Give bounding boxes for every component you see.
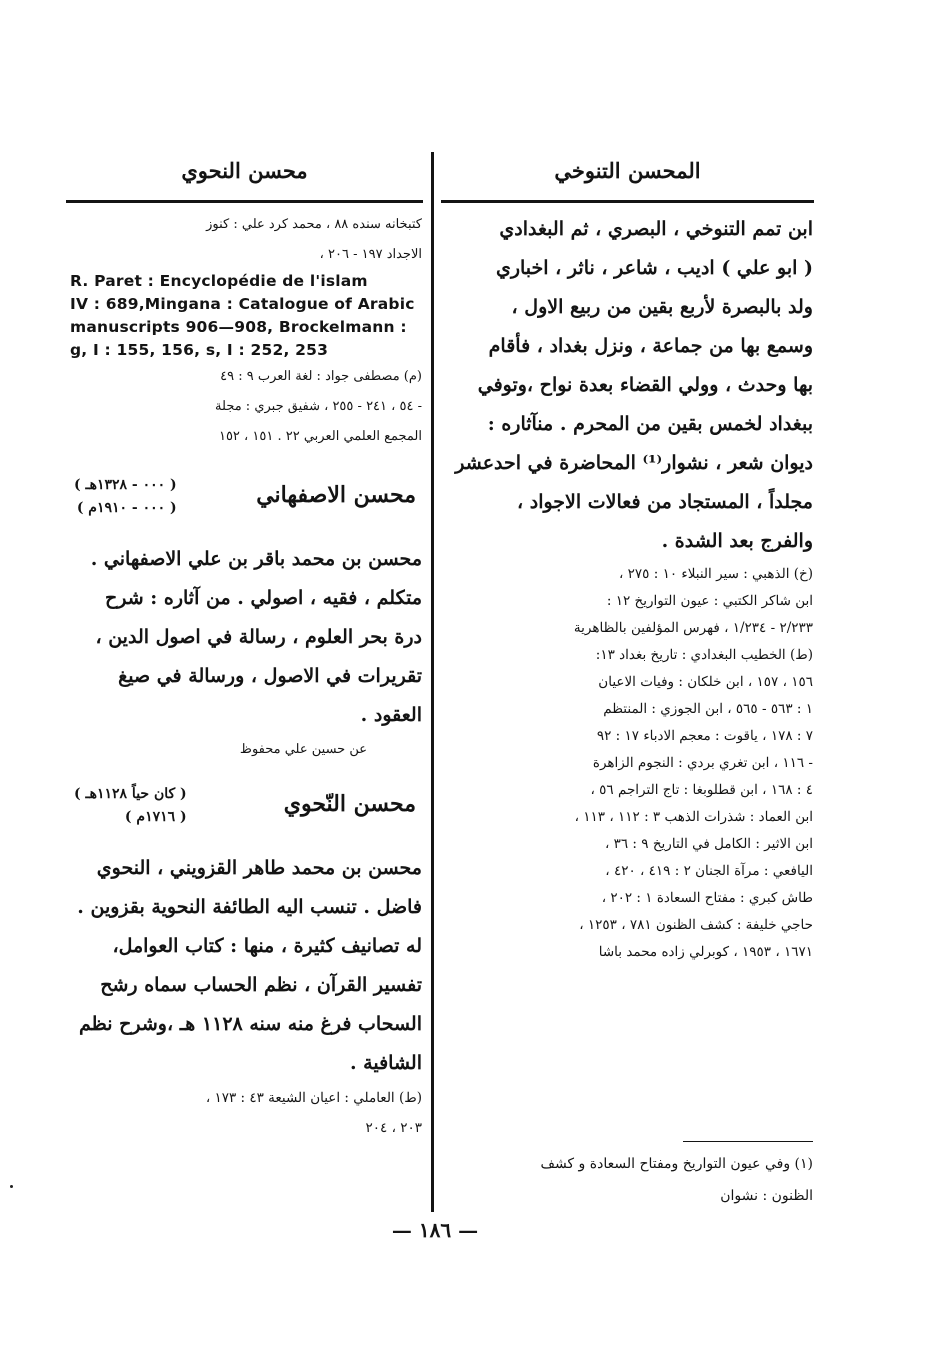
entry-title: محسن الاصفهاني bbox=[256, 482, 416, 508]
entry-body-line: متكلم ، فقيه ، اصولي . من آثاره : شرح bbox=[104, 587, 422, 609]
entry-body-line: السحاب فرغ منه سنه ١١٢٨ هـ ،وشرح نظم bbox=[78, 1013, 422, 1035]
latin-reference-line: IV : 689,Mingana : Catalogue of Arabic bbox=[70, 295, 415, 313]
entry-body-line: له تصانيف كثيرة ، منها : كتاب العوامل، bbox=[112, 935, 422, 957]
entry-body-line: تفسير القرآن ، نظم الحساب سماه رشح bbox=[100, 974, 422, 996]
entry-body-line: تقريرات في الاصول ، ورسالة في صيغ bbox=[118, 665, 422, 687]
column-divider bbox=[431, 152, 434, 1212]
reference-line: (خ) الذهبي : سير النبلاء ١٠ : ٢٧٥ ، bbox=[619, 566, 813, 582]
entry-body-line: درة بحر العلوم ، رسالة في اصول الدين ، bbox=[95, 626, 422, 648]
entry-heading bbox=[70, 779, 422, 849]
latin-reference-line: manuscripts 906—908, Brockelmann : bbox=[70, 318, 407, 336]
scan-speck bbox=[10, 1185, 13, 1188]
reference-line: - ٥٤ ، ٢٤١ - ٢٥٥ ، شفيق جبري : مجلة bbox=[215, 399, 422, 414]
entry-body-line: الشافية . bbox=[349, 1052, 422, 1074]
entry-source: عن حسين علي محفوظ bbox=[239, 742, 367, 757]
entry-body-line: ولد بالبصرة لأربع بقين من ربيع الاول ، bbox=[511, 296, 813, 318]
entry-body-line: فاضل . تنسب اليه الطائفة النحوية بقزوين . bbox=[77, 896, 422, 918]
column-header-right: المحسن التنوخي bbox=[554, 158, 701, 183]
reference-line: ٤ : ١٦٨ ، ابن قطلوبغا : تاج التراجم ٥٦ ، bbox=[590, 782, 813, 798]
entry-body-line: بها وحدث ، وولي القضاء بعدة نواح ،وتوفي bbox=[477, 374, 813, 396]
right-column bbox=[445, 210, 813, 966]
entry-body-line: وسمع بها من جماعة ، ونزل بغداد ، فأقام bbox=[488, 335, 813, 357]
column-header-left: محسن النحوي bbox=[181, 158, 308, 183]
reference-line: ٢٠٣ ، ٢٠٤ bbox=[365, 1120, 422, 1136]
reference-line: حاجي خليفة : كشف الظنون ٧٨١ ، ١٢٥٣ ، bbox=[579, 917, 813, 933]
left-column bbox=[70, 210, 422, 1143]
reference-line: (م) مصطفى جواد : لغة العرب ٩ : ٤٩ bbox=[220, 369, 422, 384]
reference-line: ١٦٧١ ، ١٩٥٣ ، كوبرلي زاده محمد باشا bbox=[598, 944, 813, 960]
footnote-line: الظنون : نشوان bbox=[720, 1188, 813, 1204]
reference-line: (ط) العاملي : اعيان الشيعة ٤٣ : ١٧٣ ، bbox=[205, 1090, 422, 1106]
entry-date-hijri: ( ٠٠٠ - ١٣٢٨هـ ) bbox=[74, 477, 177, 493]
reference-line: (ط) الخطيب البغدادي : تاريخ بغداد ١٣: bbox=[595, 647, 813, 663]
reference-line: ابن العماد : شذرات الذهب ٣ : ١١٢ ، ١١٣ ، bbox=[574, 809, 813, 825]
entry-body-line: ( ابو علي ) اديب ، شاعر ، ناثر ، اخباري bbox=[495, 257, 813, 279]
reference-line: ٢/٢٣٣ - ١/٢٣٤ ، فهرس المؤلفين بالظاهرية bbox=[573, 620, 813, 636]
reference-line: - ١١٦ ، ابن تغري بردي : النجوم الزاهرة bbox=[592, 755, 813, 771]
entry-body-line: ابن تمم التنوخي ، البصري ، ثم البغدادي bbox=[499, 218, 813, 240]
reference-line: ١٥٦ ، ١٥٧ ، ابن خلكان : وفيات الاعيان bbox=[598, 674, 813, 690]
reference-line: كتبخانه سنده ٨٨ ، محمد كرد علي : كنوز bbox=[206, 217, 422, 232]
entry-body-line: والفرج بعد الشدة . bbox=[661, 530, 813, 552]
entry-dates bbox=[74, 783, 187, 829]
entry-title: محسن النّحوي bbox=[283, 791, 416, 817]
reference-line: اليافعي : مرآة الجنان ٢ : ٤١٩ ، ٤٢٠ ، bbox=[605, 863, 813, 879]
reference-line: الاجداد ١٩٧ - ٢٠٦ ، bbox=[319, 247, 422, 262]
reference-line: ١ : ٥٦٣ - ٥٦٥ ، ابن الجوزي : المنتظم bbox=[603, 701, 813, 717]
footnote bbox=[445, 1148, 813, 1212]
reference-line: المجمع العلمي العربي ٢٢ . ١٥١ ، ١٥٢ bbox=[218, 429, 422, 444]
entry-date-gregorian: ( ١٧١٦م ) bbox=[124, 809, 187, 825]
entry-body-line: ديوان شعر ، نشوار⁽¹⁾ المحاضرة في احدعشر bbox=[455, 452, 813, 474]
header-rule-left bbox=[66, 200, 423, 203]
reference-line: ٧ : ١٧٨ ، ياقوت : معجم الادباء ١٧ : ٩٢ bbox=[596, 728, 813, 744]
entry-heading bbox=[70, 470, 422, 540]
entry-body-line: العقود . bbox=[360, 704, 422, 726]
entry-body-line: ببغداد لخمس بقين من المحرم . منآثاره : bbox=[487, 413, 813, 435]
page-number: — ١٨٦ — bbox=[391, 1218, 479, 1242]
entry-body-line: محسن بن محمد طاهر القزويني ، النحوي bbox=[96, 857, 422, 879]
reference-line: طاش كبري : مفتاح السعادة ١ : ٢٠٢ ، bbox=[601, 890, 813, 906]
entry-date-gregorian: ( ٠٠٠ - ١٩١٠م ) bbox=[76, 500, 177, 516]
entry-dates bbox=[74, 474, 177, 520]
footnote-line: (١) وفي عيون التواريخ ومفتاح السعادة و كشف bbox=[540, 1156, 813, 1172]
entry-date-hijri: ( كان حياً ١١٢٨هـ ) bbox=[74, 786, 187, 802]
header-rule-right bbox=[441, 200, 814, 203]
reference-line: ابن شاكر الكتبي : عيون التواريخ ١٢ : bbox=[606, 593, 813, 609]
entry-body-line: مجلداً ، المستجاد من فعالات الاجواد ، bbox=[516, 491, 813, 513]
latin-reference-line: R. Paret : Encyclopédie de l'islam bbox=[70, 272, 368, 290]
footnote-rule bbox=[683, 1141, 813, 1142]
latin-reference-line: g, I : 155, 156, s, I : 252, 253 bbox=[70, 341, 329, 359]
reference-line: ابن الاثير : الكامل في التاريخ ٩ : ٣٦ ، bbox=[604, 836, 813, 852]
entry-body-line: محسن بن محمد باقر بن علي الاصفهاني . bbox=[90, 548, 422, 570]
